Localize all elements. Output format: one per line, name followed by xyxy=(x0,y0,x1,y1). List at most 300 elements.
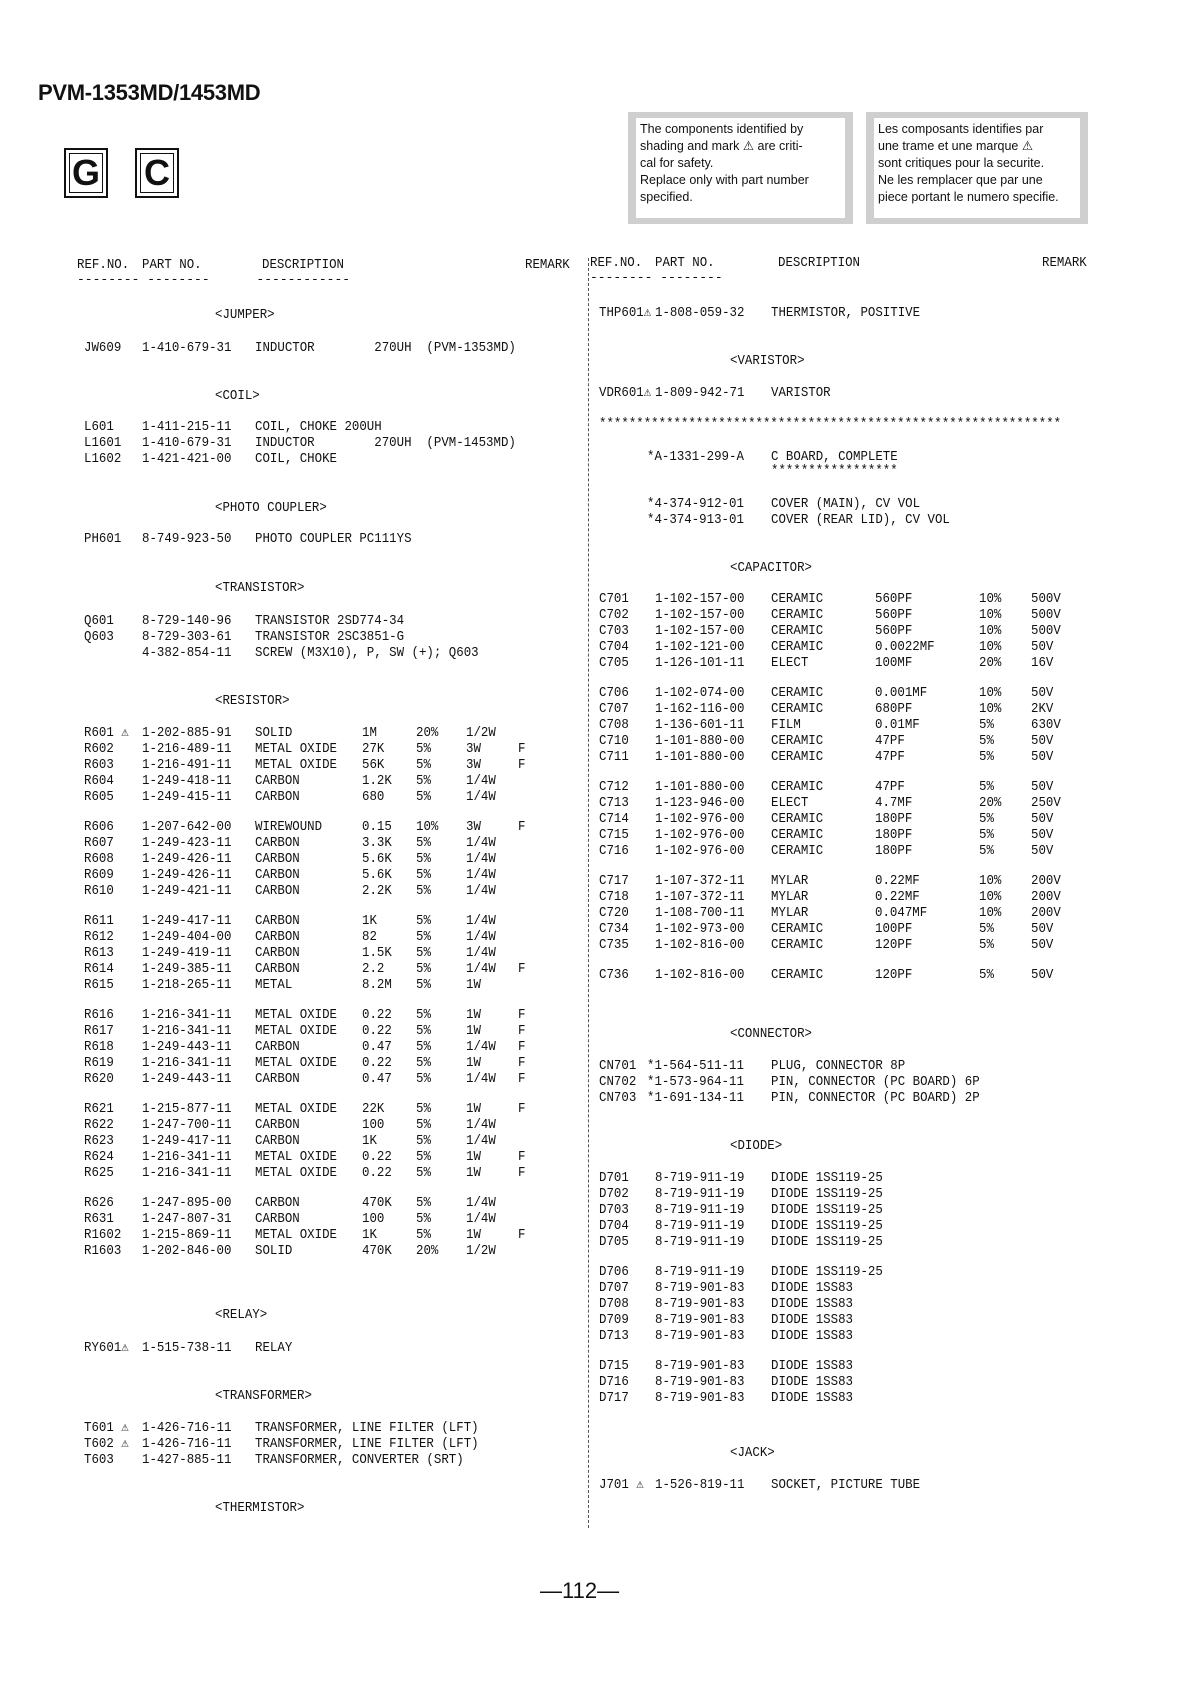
table-cell: CERAMIC xyxy=(771,844,824,859)
table-cell: 50V xyxy=(1031,828,1054,843)
table-cell: R625 xyxy=(84,1166,114,1181)
table-cell: C707 xyxy=(599,702,629,717)
table-cell: CARBON xyxy=(255,836,300,851)
table-cell: 5% xyxy=(416,836,431,851)
table-cell: 0.22 xyxy=(362,1024,392,1039)
table-cell: DIODE 1SS83 xyxy=(771,1313,853,1328)
table-cell: 1-249-385-11 xyxy=(142,962,232,977)
header-underline: -------- -------- xyxy=(590,270,723,285)
table-cell: 0.047MF xyxy=(875,906,928,921)
table-cell: 3.3K xyxy=(362,836,392,851)
table-cell: R626 xyxy=(84,1196,114,1211)
table-cell: 5% xyxy=(416,868,431,883)
table-cell: D709 xyxy=(599,1313,629,1328)
table-cell: 1/4W xyxy=(466,1134,496,1149)
table-cell: 8-719-911-19 xyxy=(655,1171,745,1186)
table-cell: 10% xyxy=(979,702,1002,717)
table-cell: 1W xyxy=(466,978,481,993)
table-cell: CERAMIC xyxy=(771,592,824,607)
table-cell: 16V xyxy=(1031,656,1054,671)
table-cell: 8-719-911-19 xyxy=(655,1265,745,1280)
table-cell: 2.2 xyxy=(362,962,385,977)
table-cell: DIODE 1SS83 xyxy=(771,1281,853,1296)
table-cell: DIODE 1SS83 xyxy=(771,1359,853,1374)
table-cell: 10% xyxy=(416,820,439,835)
table-cell: CERAMIC xyxy=(771,640,824,655)
table-cell: 50V xyxy=(1031,780,1054,795)
table-cell: 0.22 xyxy=(362,1166,392,1181)
table-cell: R610 xyxy=(84,884,114,899)
notice-line: The components identified by xyxy=(640,122,804,136)
table-cell: R612 xyxy=(84,930,114,945)
table-cell: C702 xyxy=(599,608,629,623)
table-cell: 5% xyxy=(416,758,431,773)
table-cell: CARBON xyxy=(255,914,300,929)
table-cell: DIODE 1SS119-25 xyxy=(771,1171,883,1186)
table-cell: 5% xyxy=(416,1166,431,1181)
table-cell: 5% xyxy=(979,812,994,827)
table-cell: CARBON xyxy=(255,1118,300,1133)
table-cell: 1-101-880-00 xyxy=(655,750,745,765)
table-cell: 1-216-341-11 xyxy=(142,1150,232,1165)
table-cell: 5% xyxy=(416,1008,431,1023)
table-cell: 100MF xyxy=(875,656,913,671)
table-cell: R617 xyxy=(84,1024,114,1039)
table-cell: 1-102-816-00 xyxy=(655,968,745,983)
table-cell: CARBON xyxy=(255,1134,300,1149)
table-cell: D706 xyxy=(599,1265,629,1280)
table-cell: SOLID xyxy=(255,726,293,741)
table-cell: MYLAR xyxy=(771,890,809,905)
table-cell: 0.0022MF xyxy=(875,640,935,655)
table-cell: R631 xyxy=(84,1212,114,1227)
table-cell: 82 xyxy=(362,930,377,945)
table-cell: 1-249-418-11 xyxy=(142,774,232,789)
table-cell: 1-102-121-00 xyxy=(655,640,745,655)
table-cell: C713 xyxy=(599,796,629,811)
table-cell: 2.2K xyxy=(362,884,392,899)
table-cell: CARBON xyxy=(255,1196,300,1211)
table-cell: 5% xyxy=(979,922,994,937)
table-cell: 5% xyxy=(416,1228,431,1243)
table-cell: 1/4W xyxy=(466,1118,496,1133)
table-cell: 1.2K xyxy=(362,774,392,789)
table-cell: R614 xyxy=(84,962,114,977)
table-cell: D707 xyxy=(599,1281,629,1296)
table-cell: 5% xyxy=(416,930,431,945)
section-jack: <JACK> xyxy=(730,1446,775,1461)
table-cell: 8.2M xyxy=(362,978,392,993)
table-cell: 1-162-116-00 xyxy=(655,702,745,717)
table-cell: 1-202-846-00 xyxy=(142,1244,232,1259)
table-cell: 10% xyxy=(979,592,1002,607)
table-cell: FILM xyxy=(771,718,801,733)
table-cell: CARBON xyxy=(255,790,300,805)
table-cell: 5% xyxy=(416,1150,431,1165)
table-cell: 5% xyxy=(416,978,431,993)
table-cell: 10% xyxy=(979,906,1002,921)
table-cell: 8-719-911-19 xyxy=(655,1219,745,1234)
table-cell: R623 xyxy=(84,1134,114,1149)
table-cell: CERAMIC xyxy=(771,624,824,639)
header-remark: REMARK xyxy=(525,258,570,273)
table-cell: 20% xyxy=(979,656,1002,671)
table-cell: ELECT xyxy=(771,656,809,671)
table-cell: DIODE 1SS83 xyxy=(771,1329,853,1344)
table-cell: 1-102-157-00 xyxy=(655,608,745,623)
table-cell: 1-216-341-11 xyxy=(142,1024,232,1039)
table-cell: 5% xyxy=(979,828,994,843)
table-cell: 0.22 xyxy=(362,1056,392,1071)
table-cell: R603 xyxy=(84,758,114,773)
table-cell: R611 xyxy=(84,914,114,929)
table-cell: C717 xyxy=(599,874,629,889)
table-cell: 1/4W xyxy=(466,1196,496,1211)
table-cell: F xyxy=(518,1150,526,1165)
table-cell: ELECT xyxy=(771,796,809,811)
header-part: PART NO. xyxy=(655,256,715,271)
table-cell: F xyxy=(518,1024,526,1039)
table-cell: 20% xyxy=(416,726,439,741)
notice-line: sont critiques pour la securite. xyxy=(878,156,1045,170)
table-cell: 5% xyxy=(979,780,994,795)
table-cell: R602 xyxy=(84,742,114,757)
table-cell: 5% xyxy=(416,1196,431,1211)
table-cell: 1/4W xyxy=(466,774,496,789)
table-cell: 8-719-901-83 xyxy=(655,1313,745,1328)
section-jumper: <JUMPER> xyxy=(215,308,275,323)
notice-line: Replace only with part number xyxy=(640,173,809,187)
header-desc: DESCRIPTION xyxy=(778,256,860,271)
table-cell: 180PF xyxy=(875,844,913,859)
table-cell: 8-719-901-83 xyxy=(655,1281,745,1296)
table-cell: 1W xyxy=(466,1056,481,1071)
table-cell: 1-216-491-11 xyxy=(142,758,232,773)
table-cell: 3W xyxy=(466,820,481,835)
table-cell: 1W xyxy=(466,1150,481,1165)
table-cell: CARBON xyxy=(255,1212,300,1227)
table-cell: C712 xyxy=(599,780,629,795)
table-cell: CARBON xyxy=(255,868,300,883)
table-cell: 0.22 xyxy=(362,1008,392,1023)
section-coil: <COIL> xyxy=(215,389,260,404)
table-cell: CARBON xyxy=(255,1072,300,1087)
table-cell: SOLID xyxy=(255,1244,293,1259)
table-cell: 560PF xyxy=(875,624,913,639)
table-cell: R616 xyxy=(84,1008,114,1023)
table-cell: R621 xyxy=(84,1102,114,1117)
table-cell: 1-249-421-11 xyxy=(142,884,232,899)
table-cell: CERAMIC xyxy=(771,812,824,827)
table-cell: 200V xyxy=(1031,874,1061,889)
table-cell: 47PF xyxy=(875,750,905,765)
table-cell: 680PF xyxy=(875,702,913,717)
table-cell: 10% xyxy=(979,640,1002,655)
table-cell: CERAMIC xyxy=(771,702,824,717)
table-cell: 5% xyxy=(416,962,431,977)
table-cell: METAL OXIDE xyxy=(255,1228,337,1243)
section-transistor: <TRANSISTOR> xyxy=(215,581,305,596)
table-cell: 0.47 xyxy=(362,1072,392,1087)
table-cell: 8-719-901-83 xyxy=(655,1375,745,1390)
table-cell: 5% xyxy=(979,938,994,953)
table-cell: 0.15 xyxy=(362,820,392,835)
table-cell: D717 xyxy=(599,1391,629,1406)
table-cell: C708 xyxy=(599,718,629,733)
table-cell: 1-102-976-00 xyxy=(655,844,745,859)
table-cell: C714 xyxy=(599,812,629,827)
table-cell: CERAMIC xyxy=(771,938,824,953)
table-cell: 1-215-877-11 xyxy=(142,1102,232,1117)
table-cell: 47PF xyxy=(875,780,905,795)
table-cell: 560PF xyxy=(875,608,913,623)
table-cell: 630V xyxy=(1031,718,1061,733)
table-cell: F xyxy=(518,820,526,835)
table-cell: 1/2W xyxy=(466,1244,496,1259)
table-cell: 1-249-443-11 xyxy=(142,1072,232,1087)
table-cell: CARBON xyxy=(255,930,300,945)
table-cell: F xyxy=(518,1228,526,1243)
table-cell: 1/4W xyxy=(466,836,496,851)
table-cell: MYLAR xyxy=(771,906,809,921)
table-cell: 5.6K xyxy=(362,852,392,867)
table-cell: METAL xyxy=(255,978,293,993)
table-cell: F xyxy=(518,1102,526,1117)
notice-line: piece portant le numero specifie. xyxy=(878,190,1059,204)
table-cell: 50V xyxy=(1031,686,1054,701)
table-cell: R618 xyxy=(84,1040,114,1055)
table-cell: 120PF xyxy=(875,938,913,953)
table-cell: WIREWOUND xyxy=(255,820,323,835)
table-cell: D701 xyxy=(599,1171,629,1186)
table-cell: 1-249-417-11 xyxy=(142,914,232,929)
table-cell: 500V xyxy=(1031,624,1061,639)
table-cell: C736 xyxy=(599,968,629,983)
table-cell: C716 xyxy=(599,844,629,859)
table-cell: 100 xyxy=(362,1212,385,1227)
table-cell: 1/4W xyxy=(466,1212,496,1227)
table-cell: D703 xyxy=(599,1203,629,1218)
table-cell: 1-102-973-00 xyxy=(655,922,745,937)
notice-line: une trame et une marque ⚠ xyxy=(878,139,1034,153)
table-cell: 1W xyxy=(466,1228,481,1243)
notice-line: shading and mark ⚠ are criti- xyxy=(640,139,803,153)
table-cell: R624 xyxy=(84,1150,114,1165)
page-mark-c: C xyxy=(135,148,179,198)
table-cell: 1-102-976-00 xyxy=(655,828,745,843)
table-cell: R1603 xyxy=(84,1244,122,1259)
table-cell: 50V xyxy=(1031,640,1054,655)
table-cell: 1/4W xyxy=(466,962,496,977)
table-cell: 3W xyxy=(466,742,481,757)
table-cell: MYLAR xyxy=(771,874,809,889)
notice-line: Ne les remplacer que par une xyxy=(878,173,1043,187)
table-cell: 0.22MF xyxy=(875,890,920,905)
table-cell: 5% xyxy=(416,774,431,789)
table-cell: 50V xyxy=(1031,750,1054,765)
section-connector: <CONNECTOR> xyxy=(730,1027,812,1042)
table-cell: R613 xyxy=(84,946,114,961)
table-cell: 8-719-901-83 xyxy=(655,1359,745,1374)
table-cell: CARBON xyxy=(255,852,300,867)
notice-line: Les composants identifies par xyxy=(878,122,1044,136)
table-cell: D702 xyxy=(599,1187,629,1202)
notice-line: cal for safety. xyxy=(640,156,714,170)
table-cell: 1M xyxy=(362,726,377,741)
table-cell: 1-216-341-11 xyxy=(142,1166,232,1181)
table-cell: R608 xyxy=(84,852,114,867)
table-cell: D715 xyxy=(599,1359,629,1374)
table-cell: 5% xyxy=(416,946,431,961)
table-cell: 470K xyxy=(362,1196,392,1211)
table-cell: DIODE 1SS119-25 xyxy=(771,1203,883,1218)
table-cell: 1-218-265-11 xyxy=(142,978,232,993)
table-cell: 1-247-807-31 xyxy=(142,1212,232,1227)
table-cell: R609 xyxy=(84,868,114,883)
table-cell: 100 xyxy=(362,1118,385,1133)
table-cell: 1K xyxy=(362,1228,377,1243)
section-thermistor: <THERMISTOR> xyxy=(215,1501,305,1516)
table-cell: D716 xyxy=(599,1375,629,1390)
table-cell: 27K xyxy=(362,742,385,757)
table-cell: 1-249-404-00 xyxy=(142,930,232,945)
table-cell: METAL OXIDE xyxy=(255,758,337,773)
table-cell: R605 xyxy=(84,790,114,805)
notice-line: specified. xyxy=(640,190,693,204)
safety-notice-french xyxy=(866,112,1088,224)
table-cell: 5% xyxy=(979,718,994,733)
table-cell: METAL OXIDE xyxy=(255,1166,337,1181)
header-remark: REMARK xyxy=(1042,256,1087,271)
table-cell: CERAMIC xyxy=(771,734,824,749)
table-cell: 1-207-642-00 xyxy=(142,820,232,835)
table-cell: 1-216-341-11 xyxy=(142,1056,232,1071)
table-cell: 1-247-700-11 xyxy=(142,1118,232,1133)
table-cell: 5% xyxy=(979,968,994,983)
table-cell: 1-216-341-11 xyxy=(142,1008,232,1023)
table-cell: 1-249-423-11 xyxy=(142,836,232,851)
table-cell: METAL OXIDE xyxy=(255,1056,337,1071)
table-cell: 4.7MF xyxy=(875,796,913,811)
section-varistor: <VARISTOR> xyxy=(730,354,805,369)
table-cell: R601 ⚠ xyxy=(84,726,129,741)
table-cell: F xyxy=(518,742,526,757)
table-cell: DIODE 1SS119-25 xyxy=(771,1235,883,1250)
table-cell: 680 xyxy=(362,790,385,805)
table-cell: 1-249-415-11 xyxy=(142,790,232,805)
table-cell: 5% xyxy=(416,1134,431,1149)
table-cell: F xyxy=(518,1072,526,1087)
table-cell: 5% xyxy=(416,1040,431,1055)
page-mark-g: G xyxy=(64,148,108,198)
table-cell: 1-107-372-11 xyxy=(655,890,745,905)
table-cell: 5% xyxy=(416,1102,431,1117)
table-cell: 8-719-901-83 xyxy=(655,1297,745,1312)
model-title: PVM-1353MD/1453MD xyxy=(38,80,261,105)
table-cell: 1/4W xyxy=(466,852,496,867)
table-cell: 8-719-901-83 xyxy=(655,1391,745,1406)
table-cell: CARBON xyxy=(255,884,300,899)
table-cell: CERAMIC xyxy=(771,780,824,795)
table-cell: 1.5K xyxy=(362,946,392,961)
table-cell: 20% xyxy=(416,1244,439,1259)
table-cell: 1-107-372-11 xyxy=(655,874,745,889)
table-cell: 50V xyxy=(1031,844,1054,859)
table-cell: 5% xyxy=(979,844,994,859)
section-relay: <RELAY> xyxy=(215,1308,268,1323)
table-cell: 1/4W xyxy=(466,790,496,805)
table-cell: 1/4W xyxy=(466,884,496,899)
column-separator xyxy=(588,258,589,1528)
table-cell: 47PF xyxy=(875,734,905,749)
table-cell: 1-102-816-00 xyxy=(655,938,745,953)
table-cell: 10% xyxy=(979,686,1002,701)
table-cell: 0.001MF xyxy=(875,686,928,701)
table-cell: R620 xyxy=(84,1072,114,1087)
table-cell: 560PF xyxy=(875,592,913,607)
table-cell: CARBON xyxy=(255,774,300,789)
section-resistor: <RESISTOR> xyxy=(215,694,290,709)
table-cell: 8-719-911-19 xyxy=(655,1187,745,1202)
table-cell: 5% xyxy=(416,790,431,805)
table-cell: 5% xyxy=(416,852,431,867)
table-cell: C705 xyxy=(599,656,629,671)
table-cell: 5% xyxy=(416,742,431,757)
table-cell: C701 xyxy=(599,592,629,607)
table-cell: CERAMIC xyxy=(771,686,824,701)
table-cell: F xyxy=(518,962,526,977)
table-cell: 1-101-880-00 xyxy=(655,780,745,795)
table-cell: 8-719-911-19 xyxy=(655,1235,745,1250)
table-cell: 1/4W xyxy=(466,868,496,883)
table-cell: DIODE 1SS119-25 xyxy=(771,1219,883,1234)
table-cell: 1-102-157-00 xyxy=(655,624,745,639)
table-cell: 0.01MF xyxy=(875,718,920,733)
table-cell: 10% xyxy=(979,890,1002,905)
table-cell: C704 xyxy=(599,640,629,655)
table-cell: 500V xyxy=(1031,608,1061,623)
table-cell: R622 xyxy=(84,1118,114,1133)
table-cell: 10% xyxy=(979,874,1002,889)
table-cell: C734 xyxy=(599,922,629,937)
table-cell: 1-216-489-11 xyxy=(142,742,232,757)
table-cell: CERAMIC xyxy=(771,968,824,983)
table-cell: 1/4W xyxy=(466,1072,496,1087)
table-cell: CARBON xyxy=(255,962,300,977)
table-cell: 0.47 xyxy=(362,1040,392,1055)
table-cell: C706 xyxy=(599,686,629,701)
table-cell: 1-215-869-11 xyxy=(142,1228,232,1243)
header-desc: DESCRIPTION xyxy=(262,258,344,273)
table-cell: 120PF xyxy=(875,968,913,983)
table-cell: 1/2W xyxy=(466,726,496,741)
table-cell: 180PF xyxy=(875,828,913,843)
table-cell: 200V xyxy=(1031,906,1061,921)
table-cell: F xyxy=(518,1056,526,1071)
table-cell: R606 xyxy=(84,820,114,835)
table-cell: F xyxy=(518,758,526,773)
table-cell: 22K xyxy=(362,1102,385,1117)
table-cell: D708 xyxy=(599,1297,629,1312)
table-cell: DIODE 1SS83 xyxy=(771,1297,853,1312)
table-cell: 1-101-880-00 xyxy=(655,734,745,749)
table-cell: C715 xyxy=(599,828,629,843)
table-cell: 50V xyxy=(1031,922,1054,937)
table-cell: 1/4W xyxy=(466,914,496,929)
table-cell: 1-249-426-11 xyxy=(142,868,232,883)
table-cell: D704 xyxy=(599,1219,629,1234)
section-diode: <DIODE> xyxy=(730,1139,783,1154)
